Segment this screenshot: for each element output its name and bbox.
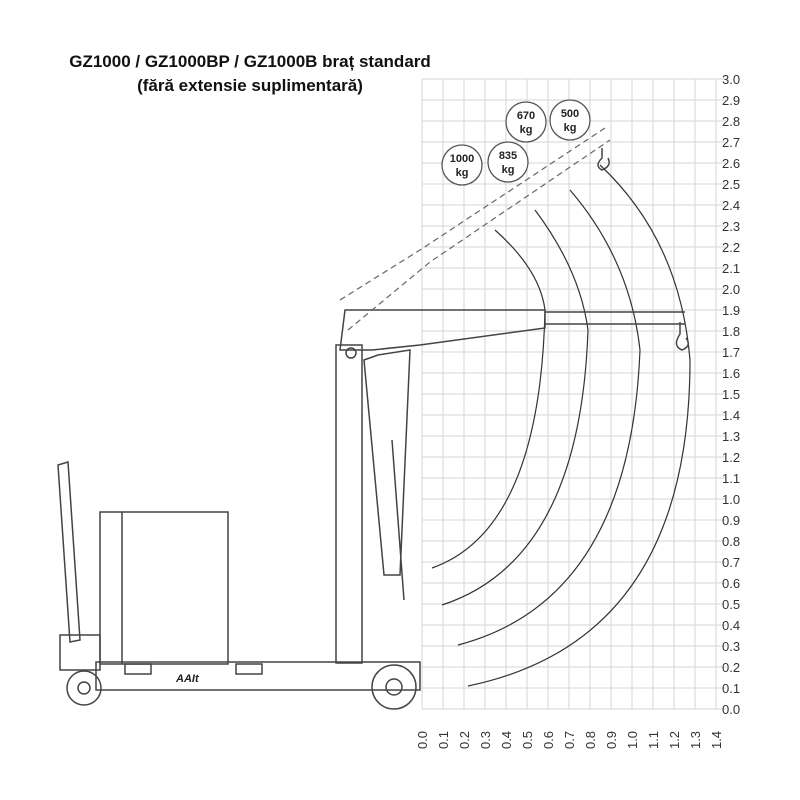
y-tick-label: 0.9 [722, 513, 741, 528]
capacity-1000 [442, 145, 482, 185]
tiller-handle [58, 462, 80, 642]
title-line-2: (fără extensie suplimentară) [137, 76, 363, 95]
boom-horizontal [340, 310, 688, 358]
title-line-1: GZ1000 / GZ1000BP / GZ1000B braț standard [69, 52, 431, 71]
y-tick-label: 0.5 [722, 597, 741, 612]
base-cutout-left [125, 664, 151, 674]
y-tick-label: 1.7 [722, 345, 741, 360]
y-tick-label: 2.2 [722, 240, 741, 255]
y-tick-label: 2.6 [722, 156, 741, 171]
x-tick-label: 1.4 [709, 730, 724, 750]
x-tick-label: 1.3 [688, 730, 703, 750]
y-tick-label: 1.8 [722, 324, 741, 339]
badge-unit-500: kg [563, 122, 577, 134]
x-tick-label: 0.1 [436, 730, 451, 750]
x-tick-label: 0.0 [415, 730, 430, 750]
badge-value-670: 670 [516, 110, 536, 122]
x-tick-label: 0.5 [520, 730, 535, 750]
y-tick-label: 1.2 [722, 450, 741, 465]
badge-circle-670 [506, 102, 546, 142]
badge-unit-835: kg [501, 164, 515, 176]
y-tick-label: 2.5 [722, 177, 741, 192]
y-tick-label: 0.8 [722, 534, 741, 549]
y-tick-label: 1.4 [722, 408, 741, 423]
arc-500kg [468, 165, 690, 686]
rear-wheel-hub [78, 682, 90, 694]
x-tick-label: 0.7 [562, 730, 577, 750]
y-tick-label: 1.6 [722, 366, 741, 381]
x-tick-label: 0.3 [478, 730, 493, 750]
x-axis-ticks [415, 731, 724, 749]
hook-horizontal [676, 322, 688, 350]
y-tick-label: 1.0 [722, 492, 741, 507]
y-tick-label: 2.1 [722, 261, 741, 276]
capacity-500 [550, 100, 590, 140]
capacity-835 [488, 142, 528, 182]
badge-unit-670: kg [519, 124, 533, 136]
y-tick-label: 1.1 [722, 471, 741, 486]
y-tick-label: 0.1 [722, 681, 741, 696]
badge-circle-835 [488, 142, 528, 182]
reach-arcs [432, 165, 690, 686]
y-tick-label: 3.0 [722, 72, 741, 87]
y-tick-label: 2.7 [722, 135, 741, 150]
y-tick-label: 0.7 [722, 555, 741, 570]
y-tick-label: 1.9 [722, 303, 741, 318]
y-tick-label: 0.4 [722, 618, 741, 633]
crane-chassis [58, 345, 420, 709]
y-tick-label: 0.6 [722, 576, 741, 591]
badge-value-1000: 1000 [449, 153, 475, 165]
mast [336, 345, 362, 663]
arc-1000kg [432, 230, 545, 568]
y-tick-label: 0.3 [722, 639, 741, 654]
badge-circle-1000 [442, 145, 482, 185]
y-tick-label: 2.9 [722, 93, 741, 108]
front-wheel [372, 665, 416, 709]
x-tick-label: 1.0 [625, 730, 640, 750]
y-tick-label: 1.3 [722, 429, 741, 444]
x-tick-label: 1.1 [646, 730, 661, 750]
y-tick-label: 2.8 [722, 114, 741, 129]
y-tick-label: 2.3 [722, 219, 741, 234]
x-tick-label: 0.9 [604, 730, 619, 750]
hook-raised [598, 148, 609, 170]
x-tick-label: 0.2 [457, 730, 472, 750]
frame-mark: AAIt [176, 673, 199, 685]
y-tick-label: 0.2 [722, 660, 741, 675]
y-tick-label: 2.4 [722, 198, 741, 213]
badge-value-835: 835 [498, 150, 518, 162]
x-tick-label: 0.8 [583, 730, 598, 750]
x-tick-label: 1.2 [667, 730, 682, 750]
x-tick-label: 0.6 [541, 730, 556, 750]
hydraulic-cylinder [364, 350, 410, 575]
front-wheel-hub [386, 679, 402, 695]
badge-unit-1000: kg [455, 167, 469, 179]
badge-value-500: 500 [560, 108, 580, 120]
capacity-670 [506, 102, 546, 142]
badge-circle-500 [550, 100, 590, 140]
counterweight-block [100, 512, 228, 664]
y-tick-label: 0.0 [722, 702, 741, 717]
x-tick-label: 0.4 [499, 730, 514, 750]
y-axis-ticks [722, 72, 740, 717]
y-tick-label: 1.5 [722, 387, 741, 402]
y-tick-label: 2.0 [722, 282, 741, 297]
base-cutout-right [236, 664, 262, 674]
